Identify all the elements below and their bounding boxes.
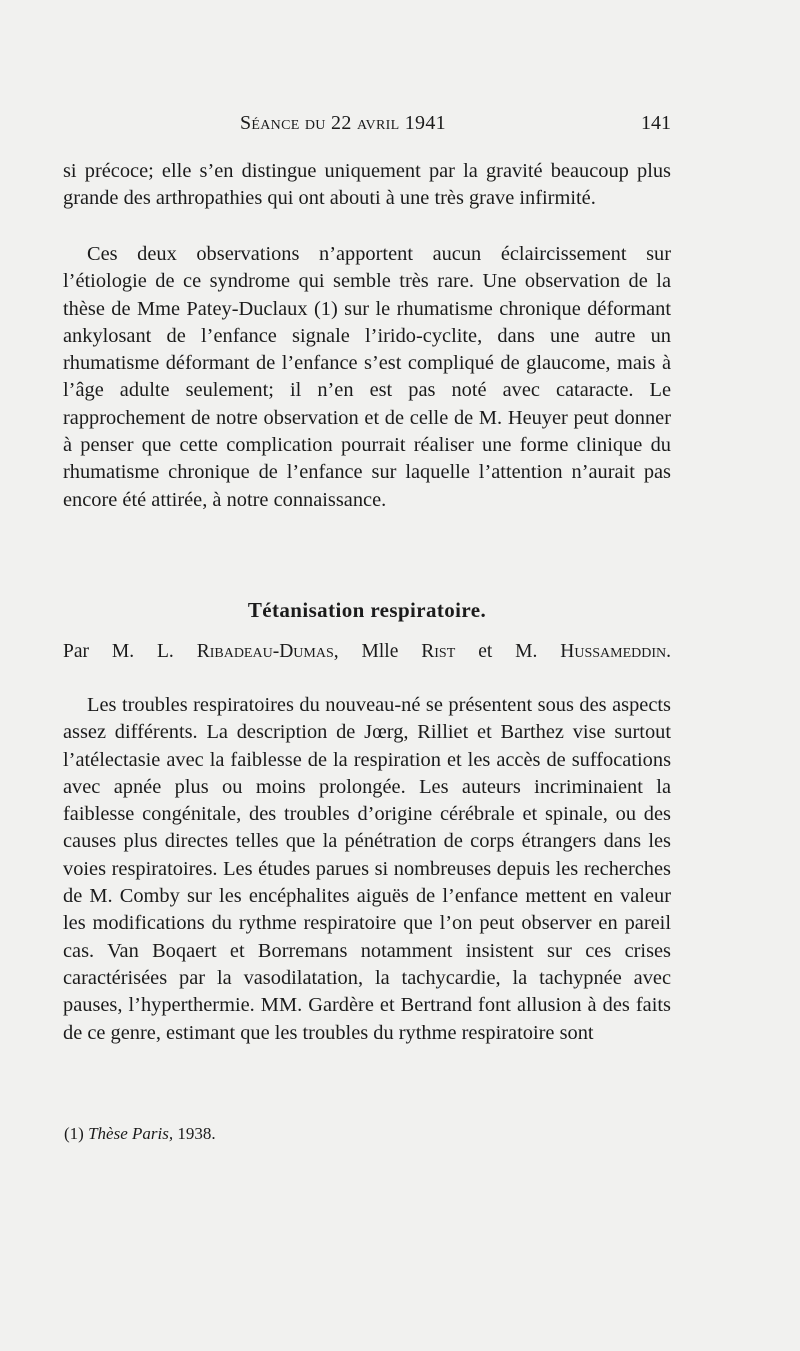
byline-prefix: Par M. L. <box>63 641 174 662</box>
footnote-year: 1938. <box>177 1124 216 1143</box>
paragraph-continuation: si précoce; elle s’en distingue uniquement par la gravité beaucoup plus grande des arthropathies qui ont abouti à une très grave infirmité. <box>63 160 671 210</box>
running-title-prefix: Séance du <box>240 112 326 134</box>
footnote-marker: (1) <box>64 1124 84 1143</box>
book-page <box>63 0 671 1351</box>
page-number: 141 <box>641 112 671 134</box>
byline <box>63 641 671 663</box>
author-hussameddin: Hussameddin. <box>560 641 672 662</box>
running-title-month: avril <box>356 112 400 134</box>
footnote-source: Thèse Paris, <box>88 1124 174 1143</box>
footnote <box>64 1124 216 1144</box>
author-ribadeau-dumas: Ribadeau-Dumas, <box>196 641 339 662</box>
running-title <box>240 112 446 135</box>
author-rist: Rist <box>421 641 456 662</box>
running-title-year: 1941 <box>404 112 446 134</box>
byline-mlle: Mlle <box>361 641 399 662</box>
paragraph-observations: Ces deux observations n’apportent aucun éclaircissement sur l’étiologie de ce syndrome qui semble très rare. Une observation de la thèse de Mme Patey-Duclaux (1) sur le rhumatisme chronique déformant ankylosant de l’enfance signale l’irido-cyclite, dans une autre un rhumatisme déformant de l’enfance s’est compliqué de glaucome, mais à l’âge adulte seulement; il n’en est pas noté avec cataracte. Le rapprochement de notre observation et de celle de M. Heuyer peut donner à penser que cette complication pourrait réaliser une forme clinique du rhumatisme chronique de l’enfance sur laquelle l’attention n’aurait pas encore été attirée, à notre connaissance. <box>63 243 671 511</box>
running-title-day: 22 <box>331 112 352 134</box>
section-title: Tétanisation respiratoire. <box>247 598 487 622</box>
paragraph-respiratory-troubles: Les troubles respiratoires du nouveau-né se présentent sous des aspects assez différents. La description de Jœrg, Rilliet et Barthez vise surtout l’atélectasie avec la faiblesse de la respiration et les accès de suffocations avec apnée plus ou moins prolongée. Les auteurs incriminaient la faiblesse congénitale, des troubles d’origine cérébrale et spinale, ou des causes plus directes telles que la pénétration de corps étrangers dans les voies respiratoires. Les études parues si nombreuses depuis les recherches de M. Comby sur les encéphalites aiguës de l’enfance mettent en valeur les modifications du rythme respiratoire que l’on peut observer en pareil cas. Van Boqaert et Borremans notamment insistent sur ces crises caractérisées par la vasodilatation, la tachycardie, la tachypnée avec pauses, l’hyperthermie. MM. Gardère et Bertrand font allusion à des faits de ce genre, estimant que les troubles du rythme respiratoire sont <box>63 694 671 1044</box>
running-head <box>63 112 671 142</box>
byline-and: et M. <box>478 641 538 662</box>
